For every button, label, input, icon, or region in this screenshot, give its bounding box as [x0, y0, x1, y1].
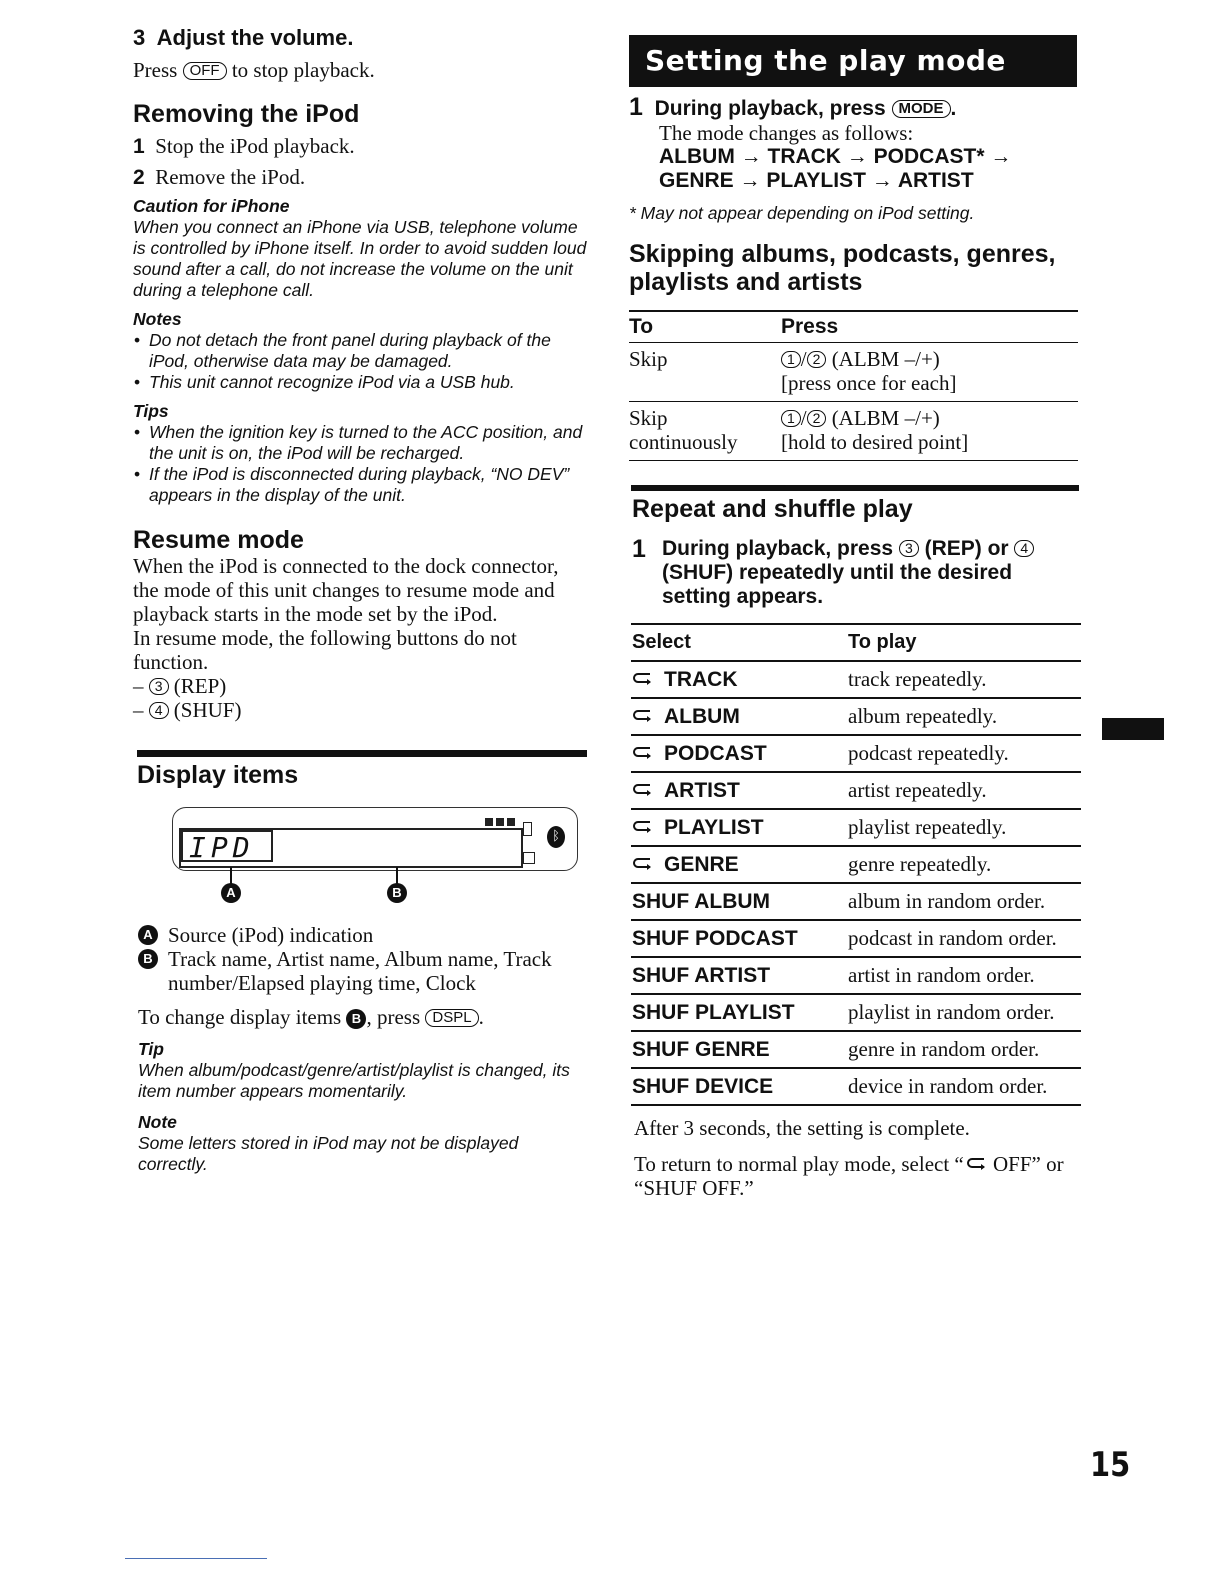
caution-title: Caution for iPhone — [133, 196, 290, 216]
after-text: After 3 seconds, the setting is complete. — [634, 1116, 970, 1140]
button-4-glyph: 4 — [1014, 540, 1034, 557]
cell-to-play: podcast in random order. — [847, 920, 1081, 957]
cell-select — [631, 772, 847, 809]
select-label: SHUF PODCAST — [632, 926, 798, 950]
press-text: Press — [133, 58, 178, 82]
press-label: (ALBM –/+) — [831, 406, 940, 430]
table-row — [631, 994, 1081, 1031]
cell-to-play: playlist repeatedly. — [847, 809, 1081, 846]
table-row — [631, 809, 1081, 846]
table-row — [631, 661, 1081, 698]
cell-select — [631, 1068, 847, 1105]
table-row — [631, 735, 1081, 772]
resume-item-shuf: – 4 (SHUF) — [133, 698, 242, 722]
repeat-footer — [634, 1116, 1081, 1200]
item-label: (SHUF) — [173, 698, 242, 722]
tip-text: When album/podcast/genre/artist/playlist is changed, its item number appears momentarily. — [138, 1060, 570, 1101]
removing-heading: Removing the iPod — [133, 100, 360, 128]
item-label: (REP) — [173, 674, 227, 698]
skipping-heading: Skipping albums, podcasts, genres, playlists and artists — [629, 240, 1056, 296]
step-number: 1 — [133, 135, 145, 158]
select-label: SHUF GENRE — [632, 1037, 770, 1061]
display-heading: Display items — [137, 761, 299, 789]
step-title: Adjust the volume. — [156, 25, 354, 50]
header-select: Select — [631, 624, 847, 661]
bluetooth-icon: ᛒ — [547, 826, 565, 848]
step-text — [662, 537, 1072, 609]
mode-button-glyph: MODE — [892, 100, 951, 118]
cell-select — [631, 735, 847, 772]
cell-to-play: artist repeatedly. — [847, 772, 1081, 809]
select-label: SHUF PLAYLIST — [632, 1000, 795, 1024]
select-label: PODCAST — [664, 741, 767, 765]
repeat-step — [632, 537, 1072, 609]
change-display-instruction: To change display items B , press DSPL . — [138, 1005, 484, 1029]
cell-select — [631, 920, 847, 957]
cell-to-play: track repeatedly. — [847, 661, 1081, 698]
table-row — [631, 1031, 1081, 1068]
repeat-icon — [632, 783, 654, 797]
unit-display-illustration — [133, 801, 588, 923]
select-label: PLAYLIST — [664, 815, 764, 839]
source-indicator: IPD — [181, 830, 273, 862]
text: (REP) or — [924, 537, 1009, 560]
stop-text: to stop playback. — [231, 58, 375, 82]
table-row — [631, 846, 1081, 883]
section-tab-marker — [1102, 718, 1164, 740]
cell-select — [631, 846, 847, 883]
legend-text: Source (iPod) indication — [168, 923, 374, 947]
step-number: 2 — [133, 166, 145, 189]
cell-select — [631, 994, 847, 1031]
button-3-glyph: 3 — [899, 540, 919, 557]
footnote: * May not appear depending on iPod setting. — [629, 203, 975, 223]
step-title: During playback, press — [654, 97, 886, 120]
callout-legend — [138, 923, 588, 1175]
notes-title: Notes — [133, 309, 182, 329]
callout-b-marker: B — [387, 883, 407, 903]
button-2-glyph: 2 — [807, 351, 827, 368]
select-label: TRACK — [664, 667, 738, 691]
table-header — [631, 624, 1081, 661]
legend-text: Track name, Artist name, Album name, Track number/Elapsed playing time, Clock — [168, 947, 552, 995]
table-row — [631, 957, 1081, 994]
mode-sequence-2: GENRE → PLAYLIST → ARTIST — [659, 169, 974, 192]
step-heading: 1 During playback, press MODE . — [629, 93, 957, 121]
text: To change display items — [138, 1005, 342, 1029]
cell-select — [631, 883, 847, 920]
page-number: 15 — [1090, 1445, 1131, 1485]
cell-select — [631, 698, 847, 735]
tip-item: • If the iPod is disconnected during playback, “NO DEV” appears in the display of the unit. — [149, 464, 588, 506]
notes-list — [133, 330, 588, 393]
step-text: Remove the iPod. — [155, 165, 306, 189]
right-column — [629, 35, 1081, 1200]
table-row — [631, 698, 1081, 735]
cell-to-play: device in random order. — [847, 1068, 1081, 1105]
marker: B — [346, 1009, 366, 1029]
step-text: Stop the iPod playback. — [155, 134, 355, 158]
step-number: 1 — [632, 535, 646, 563]
select-label: SHUF ALBUM — [632, 889, 771, 913]
cell-to: Skip continuously — [629, 406, 738, 454]
cell-select — [631, 957, 847, 994]
table-row — [631, 1068, 1081, 1105]
skip-table — [629, 310, 1078, 461]
marker: B — [138, 949, 158, 969]
section-title-bar: Setting the play mode — [629, 35, 1077, 87]
repeat-icon — [966, 1157, 988, 1171]
cell-select — [631, 661, 847, 698]
press-note: [hold to desired point] — [781, 430, 969, 454]
caution-text: When you connect an iPhone via USB, telephone volume is controlled by iPhone itself. In order to avoid sudden loud sound after a call, do not increase the volume on the unit during a telephone call. — [133, 217, 587, 300]
resume-paragraph-2: In resume mode, the following buttons do not function. — [133, 626, 517, 674]
cell-to-play: artist in random order. — [847, 957, 1081, 994]
press-note: [press once for each] — [781, 371, 957, 395]
note-item: • Do not detach the front panel during playback of the iPod, otherwise data may be damaged. — [149, 330, 588, 372]
table-row — [629, 402, 1078, 461]
text: , press — [366, 1005, 421, 1029]
cell-to-play: genre repeatedly. — [847, 846, 1081, 883]
table-row — [631, 920, 1081, 957]
select-label: ARTIST — [664, 778, 740, 802]
step-number: 1 — [629, 93, 643, 121]
callout-a-marker: A — [221, 883, 241, 903]
section-divider — [631, 485, 1079, 491]
header-to-play: To play — [847, 624, 1081, 661]
music-icon — [523, 852, 535, 864]
cell-select — [631, 1031, 847, 1068]
text: OFF” or “SHUF OFF.” — [634, 1152, 1064, 1200]
cell-press: 1 / 2 (ALBM –/+) [press once for each] — [781, 347, 957, 395]
repeat-icon — [632, 672, 654, 686]
button-1-glyph: 1 — [781, 351, 801, 368]
section-divider — [137, 750, 587, 757]
repeat-icon — [632, 746, 654, 760]
text: During playback, press — [662, 537, 894, 560]
battery-icon — [485, 818, 517, 826]
text: (SHUF) repeatedly until the desired setting appears. — [662, 561, 1013, 608]
text: To return to normal play mode, select “ — [634, 1152, 964, 1176]
step-number: 3 — [133, 25, 146, 50]
dspl-button-glyph: DSPL — [425, 1009, 478, 1027]
repeat-icon — [632, 857, 654, 871]
repeat-shuffle-table — [631, 623, 1081, 1106]
table-header — [629, 311, 1078, 343]
cell-to-play: playlist in random order. — [847, 994, 1081, 1031]
button-1-glyph: 1 — [781, 410, 801, 427]
cell-to-play: podcast repeatedly. — [847, 735, 1081, 772]
cell-press: 1 / 2 (ALBM –/+) [hold to desired point] — [781, 406, 969, 454]
play-mode-step — [629, 95, 1081, 296]
button-3-glyph: 3 — [149, 678, 169, 695]
left-column — [133, 26, 588, 1175]
off-button-glyph: OFF — [183, 62, 227, 80]
repeat-icon — [632, 709, 654, 723]
repeat-icon — [632, 820, 654, 834]
tips-title: Tips — [133, 401, 169, 421]
resume-paragraph-1: When the iPod is connected to the dock connector, the mode of this unit changes to resume mode and playback starts in the mode set by the iPod. — [133, 554, 559, 626]
unit-display-frame — [172, 807, 578, 871]
cell-to-play: album repeatedly. — [847, 698, 1081, 735]
header-to: To — [629, 315, 654, 338]
note-item: • This unit cannot recognize iPod via a USB hub. — [149, 372, 588, 393]
select-label: ALBUM — [664, 704, 740, 728]
button-4-glyph: 4 — [149, 702, 169, 719]
marker: A — [138, 925, 158, 945]
step-3-heading — [133, 26, 588, 50]
tip-title: Tip — [138, 1039, 164, 1059]
button-2-glyph: 2 — [807, 410, 827, 427]
legend-a — [138, 923, 588, 947]
repeat-heading: Repeat and shuffle play — [632, 495, 913, 523]
return-text — [634, 1152, 1081, 1200]
select-label: SHUF ARTIST — [632, 963, 771, 987]
resume-item-rep: – 3 (REP) — [133, 674, 227, 698]
mode-sequence-1: ALBUM → TRACK → PODCAST* → — [659, 145, 1012, 168]
remove-step-1 — [133, 134, 588, 159]
cell-select — [631, 809, 847, 846]
table-row — [631, 772, 1081, 809]
table-row — [629, 343, 1078, 402]
remove-step-2 — [133, 165, 588, 190]
tip-item: • When the ignition key is turned to the ACC position, and the unit is on, the iPod will be recharged. — [149, 422, 588, 464]
note-title: Note — [138, 1112, 177, 1132]
resume-heading: Resume mode — [133, 526, 304, 554]
cell-to: Skip — [629, 347, 668, 371]
select-label: SHUF DEVICE — [632, 1074, 774, 1098]
note-text: Some letters stored in iPod may not be displayed correctly. — [138, 1133, 519, 1174]
footer-rule — [125, 1558, 267, 1559]
header-press: Press — [781, 315, 839, 338]
stop-instruction — [133, 58, 588, 82]
tips-list — [133, 422, 588, 506]
cell-to-play: album in random order. — [847, 883, 1081, 920]
cell-to-play: genre in random order. — [847, 1031, 1081, 1068]
press-label: (ALBM –/+) — [831, 347, 940, 371]
table-row — [631, 883, 1081, 920]
select-label: GENRE — [664, 852, 739, 876]
legend-b — [138, 947, 588, 995]
phone-icon — [523, 822, 532, 836]
mode-description: The mode changes as follows: — [659, 121, 914, 145]
